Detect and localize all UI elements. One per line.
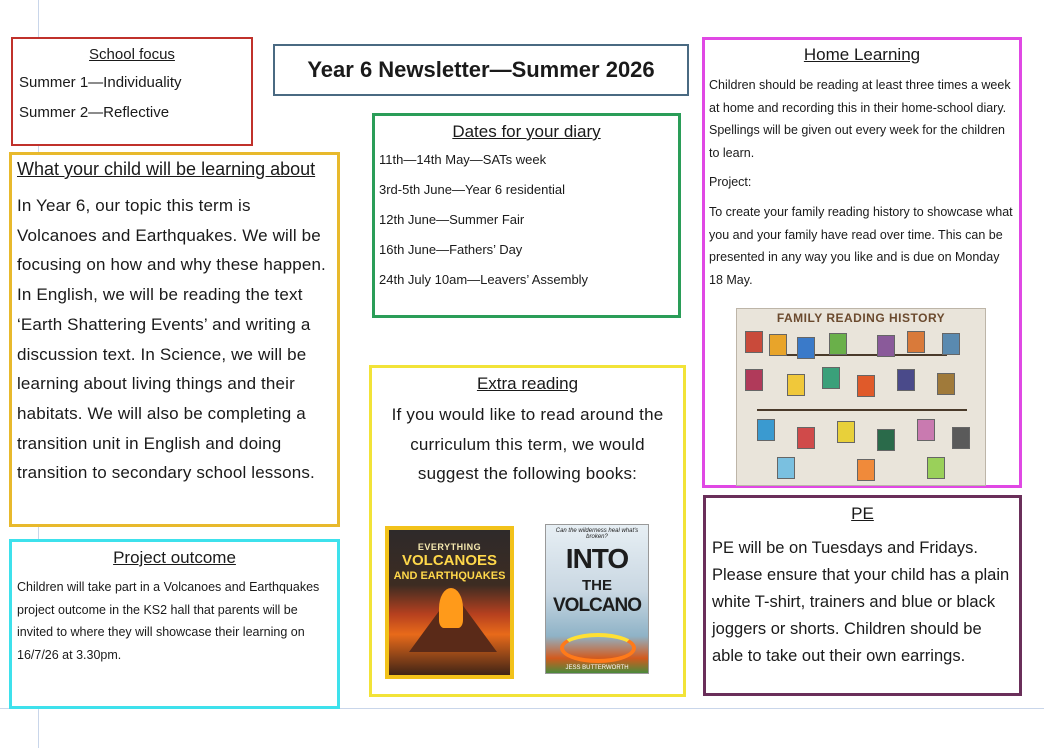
book-thumbnail [787,374,805,396]
book-thumbnail [757,419,775,441]
school-focus-item: Summer 1—Individuality [19,74,182,91]
book-author: JESS BUTTERWORTH [565,665,629,671]
book-thumbnail [877,335,895,357]
book-thumbnail [942,333,960,355]
dates-box [372,113,681,318]
date-item: 3rd-5th June—Year 6 residential [379,182,565,197]
project-outcome-body: Children will take part in a Volcanoes and Earthquakes project outcome in the KS2 hall that parents will be invited to where they will showcase their learning on 16/7/26 at 3.30pm. [17,580,320,662]
book-thumbnail [745,369,763,391]
school-focus-box [11,37,253,146]
learning-heading: What your child will be learning about [17,159,316,179]
home-learning-project-label: Project: [709,175,752,190]
book-thumbnail [777,457,795,479]
book-cover-volcanoes-earthquakes [385,526,514,679]
book-title-line: VOLCANO [553,595,641,616]
pe-box [703,495,1022,696]
book-cover-art [389,530,510,675]
lava-glow-illustration [439,588,463,628]
book-thumbnail [917,419,935,441]
book-thumbnail [927,457,945,479]
date-item: 11th—14th May—SATs week [379,152,547,167]
newsletter-title: Year 6 Newsletter—Summer 2026 [307,57,655,82]
book-thumbnail [937,373,955,395]
school-focus-heading: School focus [89,46,175,63]
home-learning-project-body: To create your family reading history to showcase what you and your family have read over time. This can be presented in any way you like and is due on Monday 18 May. [709,204,1013,287]
book-thumbnail [907,331,925,353]
newsletter-title-box [273,44,689,96]
home-learning-heading: Home Learning [803,45,921,64]
book-thumbnail [829,333,847,355]
pe-body: PE will be on Tuesdays and Fridays. Please ensure that your child has a plain white T-shirt, trainers and blue or black joggers or shorts. Children should be able to take out their own earrings. [712,539,1010,665]
book-thumbnail [952,427,970,449]
book-thumbnail [857,375,875,397]
date-item: 16th June—Fathers’ Day [379,242,523,257]
pe-heading: PE [851,504,874,523]
book-thumbnail [857,459,875,481]
book-thumbnail [837,421,855,443]
home-learning-reading: Children should be reading at least three times a week at home and recording this in their home-school diary. Spellings will be given out every week for the children to learn. [709,78,1011,160]
book-thumbnail [822,367,840,389]
project-outcome-box [9,539,340,709]
school-focus-item: Summer 2—Reflective [19,104,170,121]
book-title-line: VOLCANOES [401,552,497,569]
book-thumbnail [877,429,895,451]
family-reading-history-photo [736,308,986,486]
extra-reading-box [369,365,686,697]
book-thumbnail [769,334,787,356]
book-title-line: EVERYTHING [417,542,482,552]
home-learning-box [702,37,1022,488]
date-item: 24th July 10am—Leavers’ Assembly [379,272,589,287]
book-title-line: INTO [565,543,629,574]
timeline-line [757,409,967,411]
date-item: 12th June—Summer Fair [379,212,525,227]
learning-body: In Year 6, our topic this term is Volcanoes and Earthquakes. We will be focusing on how and why these happen. In English, we will be reading the text ‘Earth Shattering Events’ and writing a discussion text. In Science, we will be learning about living things and their habitats. We will also be completing a transition unit in English and doing transition to secondary school lessons. [17,196,326,483]
book-title-line: AND EARTHQUAKES [393,570,506,582]
extra-reading-body: If you would like to read around the curriculum this term, we would suggest the following books: [391,405,664,483]
book-cover-into-the-volcano [545,524,649,674]
book-title-line: THE [582,577,612,594]
book-thumbnail [745,331,763,353]
dates-heading: Dates for your diary [452,122,601,141]
extra-reading-heading: Extra reading [476,374,579,393]
project-outcome-heading: Project outcome [113,548,236,567]
book-thumbnail [897,369,915,391]
photo-title: FAMILY READING HISTORY [776,311,946,325]
crater-illustration [560,633,636,663]
learning-box [9,152,340,527]
dates-list [379,152,674,302]
book-thumbnail [797,337,815,359]
book-thumbnail [797,427,815,449]
book-tagline: Can the wilderness heal what's broken? [555,528,639,540]
